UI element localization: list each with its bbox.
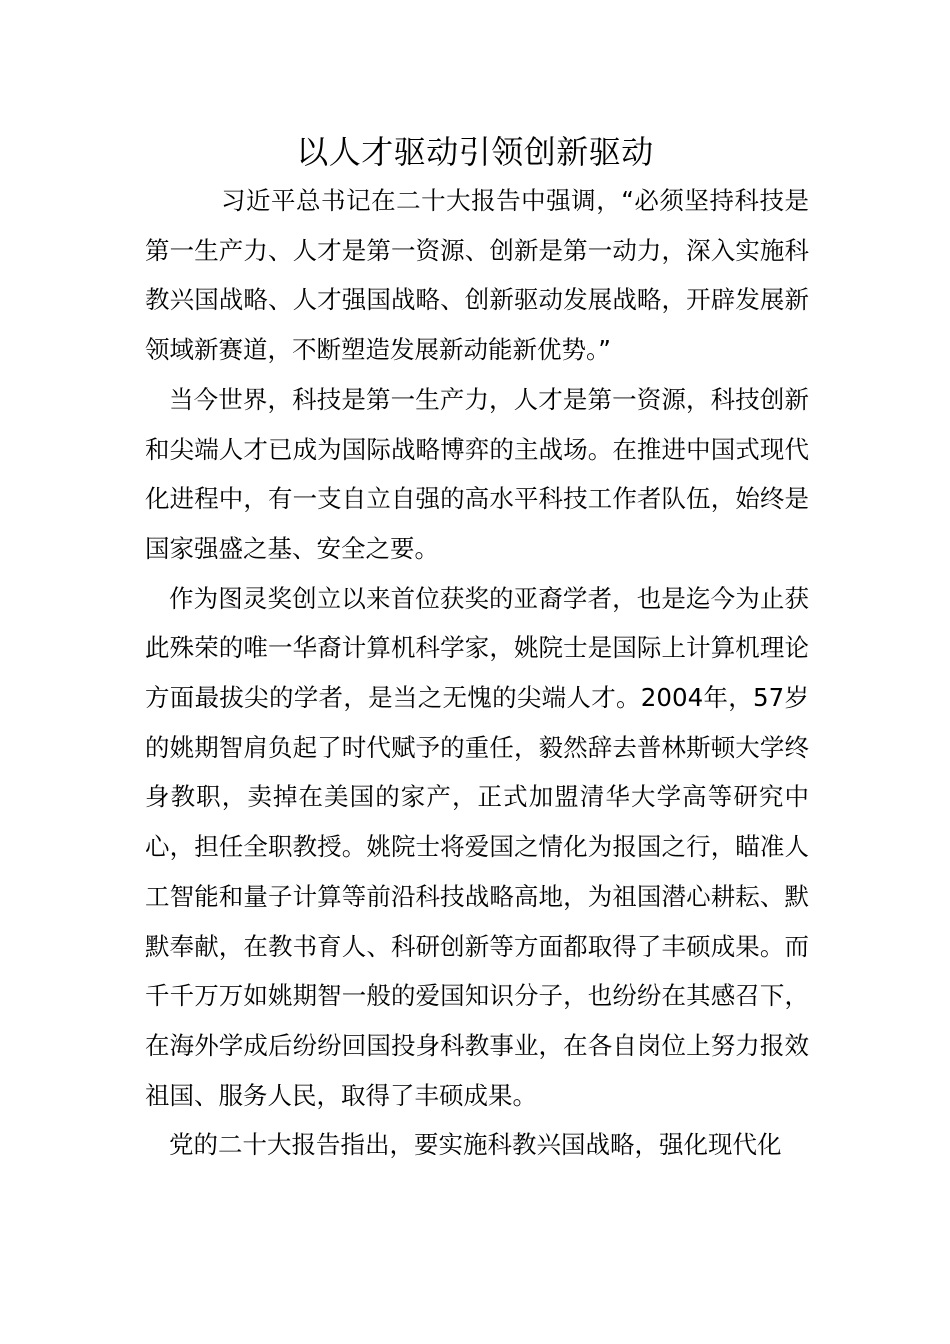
document-title: 以人才驱动引领创新驱动 [296, 133, 654, 171]
paragraph-4: 党的二十大报告指出，要实施科教兴国战略，强化现代化 [169, 1130, 782, 1160]
document-body [145, 176, 809, 1170]
paragraph-3: 作为图灵奖创立以来首位获奖的亚裔学者，也是迄今为止获此殊荣的唯一华裔计算机科学家，姚院士是国际上计算机理论方面最拔尖的学者，是当之无愧的尖端人才。2004年，57岁的姚期智肩负起了时代赋予的重任，毅然辞去普林斯顿大学终身教职，卖掉在美国的家产，正式加盟清华大学高等研究中心，担任全职教授。姚院士将爱国之情化为报国之行，瞄准人工智能和量子计算等前沿科技战略高地，为祖国潜心耕耘、默默奉献，在教书育人、科研创新等方面都取得了丰硕成果。而千千万万如姚期智一般的爱国知识分子，也纷纷在其感召下，在海外学成后纷纷回国投身科教事业，在各自岗位上努力报效祖国、服务人民，取得了丰硕成果。 [145, 583, 809, 1110]
paragraph-1: 习近平总书记在二十大报告中强调，“必须坚持科技是第一生产力、人才是第一资源、创新是第一动力，深入实施科教兴国战略、人才强国战略、创新驱动发展战略，开辟发展新领域新赛道，不断塑造发展新动能新优势。” [145, 186, 809, 365]
paragraph-2: 当今世界，科技是第一生产力，人才是第一资源，科技创新和尖端人才已成为国际战略博弈的主战场。在推进中国式现代化进程中，有一支自立自强的高水平科技工作者队伍，始终是国家强盛之基、安全之要。 [145, 384, 809, 563]
